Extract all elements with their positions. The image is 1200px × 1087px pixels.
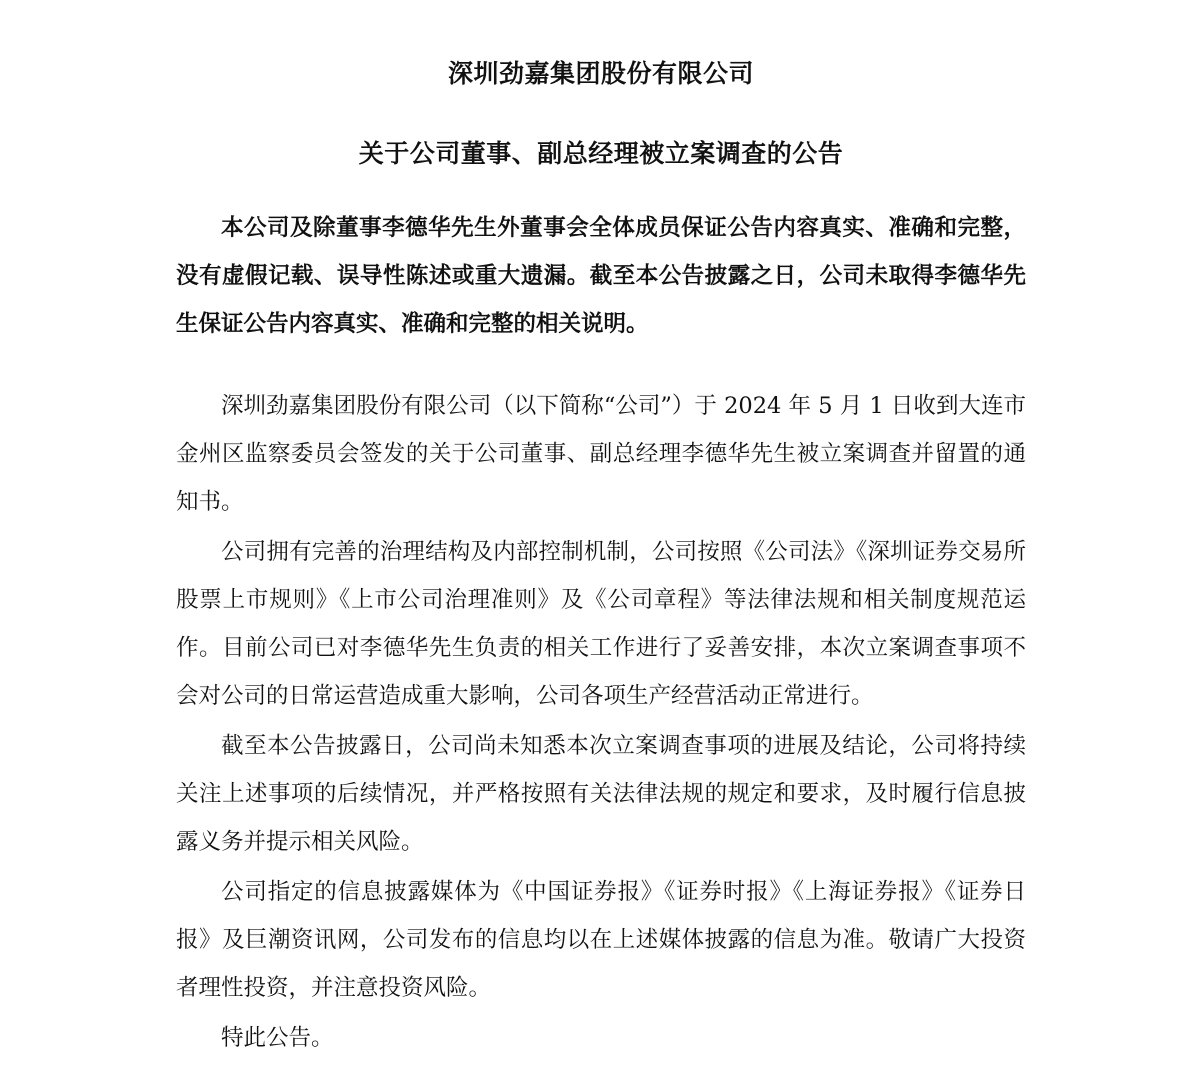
notice-title: 关于公司董事、副总经理被立案调查的公告 (358, 139, 844, 168)
board-declaration: 本公司及除董事李德华先生外董事会全体成员保证公告内容真实、准确和完整，没有虚假记载、误导性陈述或重大遗漏。截至本公告披露之日，公司未取得李德华先生保证公告内容真实、准确和完整的相关说明。 (176, 215, 1026, 337)
company-title: 深圳劲嘉集团股份有限公司 (447, 59, 754, 88)
paragraph-designated-media: 公司指定的信息披露媒体为《中国证券报》《证券时报》《上海证券报》《证券日报》及巨潮资讯网，公司发布的信息均以在上述媒体披露的信息为准。敬请广大投资者理性投资，并注意投资风险。 (176, 879, 1026, 1001)
document-page (176, 54, 1026, 1062)
paragraph-disclosure-obligation: 截至本公告披露日，公司尚未知悉本次立案调查事项的进展及结论，公司将持续关注上述事项的后续情况，并严格按照有关法律法规的规定和要求，及时履行信息披露义务并提示相关风险。 (176, 733, 1026, 855)
paragraph-governance: 公司拥有完善的治理结构及内部控制机制，公司按照《公司法》《深圳证券交易所股票上市规则》《上市公司治理准则》及《公司章程》等法律法规和相关制度规范运作。目前公司已对李德华先生负责的相关工作进行了妥善安排，本次立案调查事项不会对公司的日常运营造成重大影响，公司各项生产经营活动正常进行。 (176, 539, 1026, 709)
paragraph-investigation-notice: 深圳劲嘉集团股份有限公司（以下简称“公司”）于 2024 年 5 月 1 日收到大连市金州区监察委员会签发的关于公司董事、副总经理李德华先生被立案调查并留置的通知书。 (176, 393, 1026, 515)
paragraph-closing: 特此公告。 (221, 1025, 334, 1051)
